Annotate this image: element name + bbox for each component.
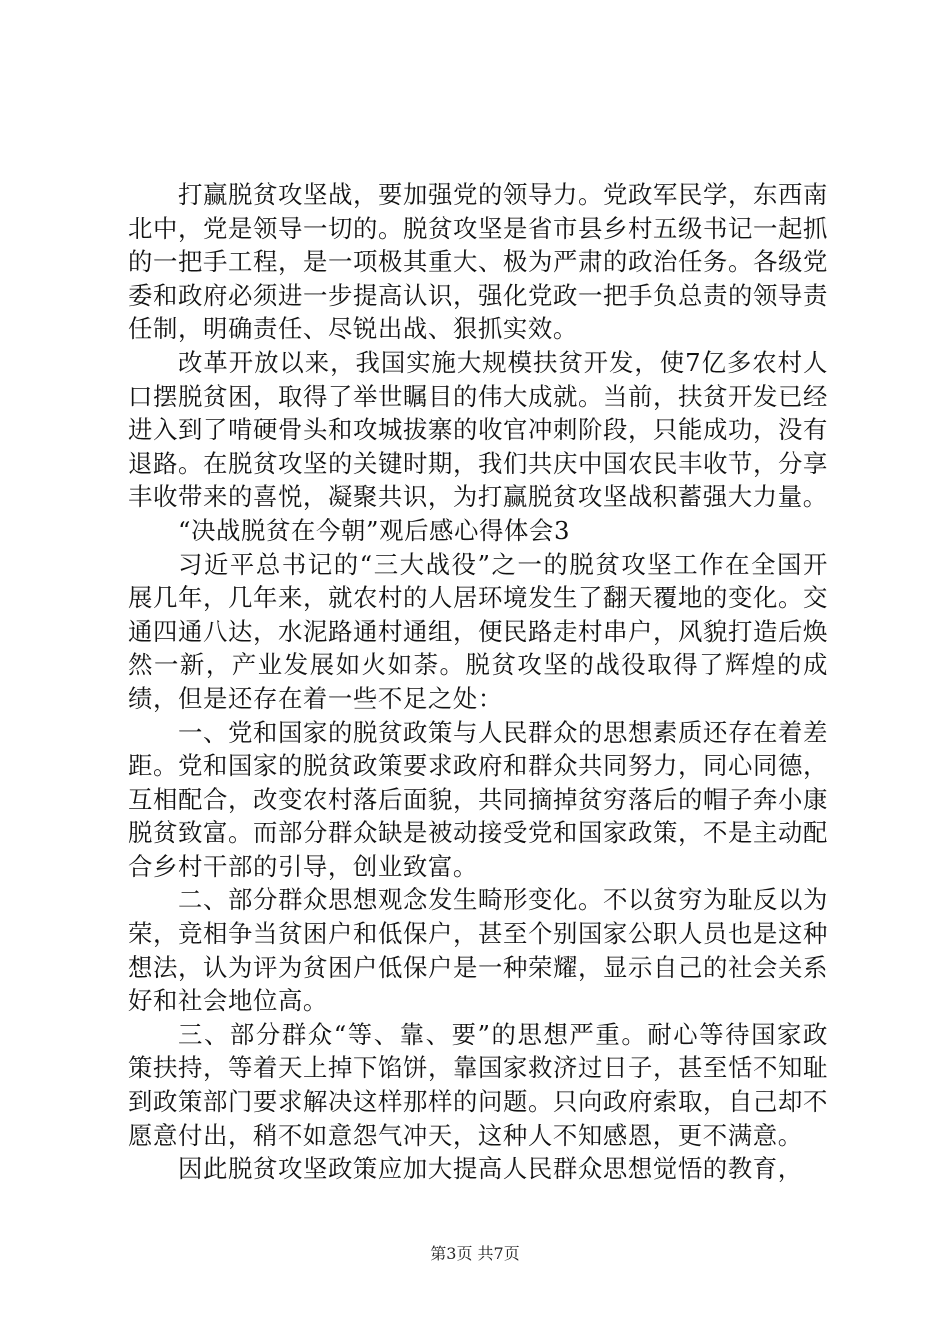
paragraph-reform-opening: 改革开放以来，我国实施大规模扶贫开发，使7亿多农村人口摆脱贫困，取得了举世瞩目的伟大成就。当前，扶贫开发已经进入到了啃硬骨头和攻城拔寨的收官冲刺阶段，只能成功，没有退路。在脱贫攻坚的关键时期，我们共庆中国农民丰收节，分享丰收带来的喜悦，凝聚共识，为打赢脱贫攻坚战积蓄强大力量。	[128, 347, 828, 512]
paragraph-point-one: 一、党和国家的脱贫政策与人民群众的思想素质还存在着差距。党和国家的脱贫政策要求政府和群众共同努力，同心同德，互相配合，改变农村落后面貌，共同摘掉贫穷落后的帽子奔小康脱贫致富。而部分群众缺是被动接受党和国家政策，不是主动配合乡村干部的引导，创业致富。	[128, 717, 828, 881]
document-body	[128, 178, 828, 1186]
paragraph-point-three: 三、部分群众“等、靠、要”的思想严重。耐心等待国家政策扶持，等着天上掉下馅饼，靠国家救济过日子，甚至恬不知耻到政策部门要求解决这样那样的问题。只向政府索取，自己却不愿意付出，稍不如意怨气冲天，这种人不知感恩，更不满意。	[128, 1019, 828, 1150]
paragraph-party-leadership: 打赢脱贫攻坚战，要加强党的领导力。党政军民学，东西南北中，党是领导一切的。脱贫攻坚是省市县乡村五级书记一起抓的一把手工程，是一项极其重大、极为严肃的政治任务。各级党委和政府必须进一步提高认识，强化党政一把手负总责的领导责任制，明确责任、尽锐出战、狠抓实效。	[128, 180, 828, 344]
section-heading: “决战脱贫在今朝”观后感心得体会3	[178, 515, 571, 545]
paragraph-point-two: 二、部分群众思想观念发生畸形变化。不以贫穷为耻反以为荣，竞相争当贫困户和低保户，甚至个别国家公职人员也是这种想法，认为评为贫困户低保户是一种荣耀，显示自己的社会关系好和社会地位高。	[128, 885, 828, 1016]
paragraph-poverty-campaign: 习近平总书记的“三大战役”之一的脱贫攻坚工作在全国开展几年，几年来，就农村的人居环境发生了翻天覆地的变化。交通四通八达，水泥路通村通组，便民路走村串户，风貌打造后焕然一新，产业发展如火如荼。脱贫攻坚的战役取得了辉煌的成绩，但是还存在着一些不足之处：	[128, 549, 828, 713]
page-number-footer: 第3页 共7页	[430, 1244, 520, 1263]
paragraph-conclusion: 因此脱贫攻坚政策应加大提高人民群众思想觉悟的教育，	[178, 1154, 803, 1184]
